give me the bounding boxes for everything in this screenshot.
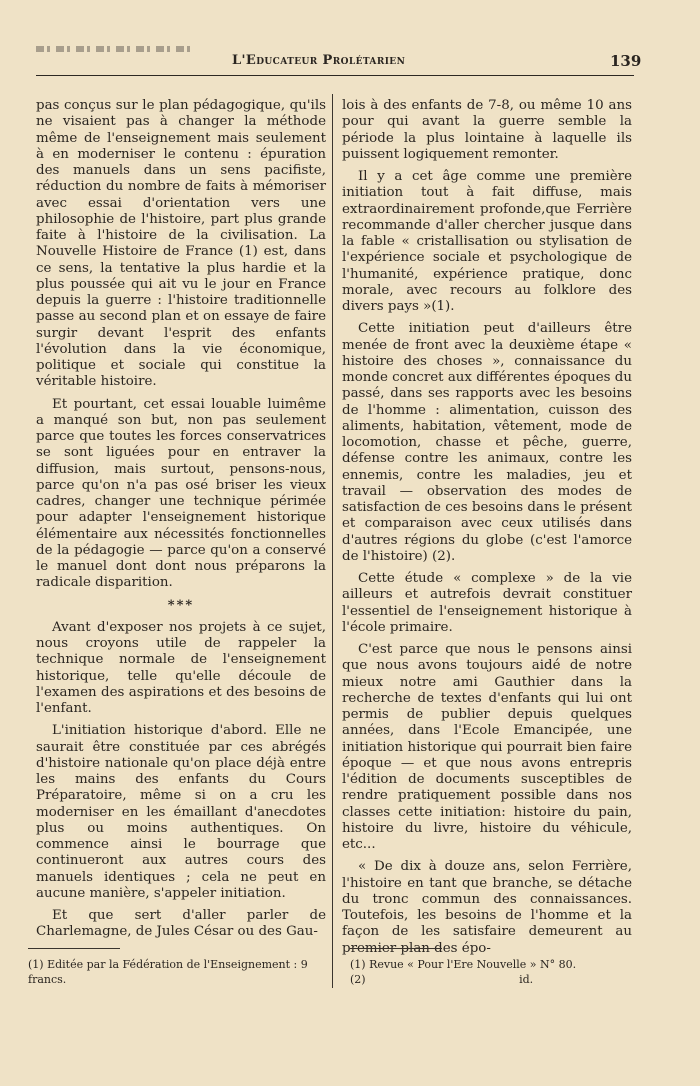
footnote-rule-right [350, 948, 442, 949]
column-divider [332, 94, 333, 988]
footnote-marker: (2) [350, 973, 366, 986]
header-ornament [36, 46, 196, 52]
paragraph: C'est parce que nous le pensons ainsi que nous avons toujours aidé de notre mieux notre ami Gauthier dans la recherche de textes d'enfants qui lui ont permis de publier depuis quelques années, dans l'Ecole Emancipée, une initiation historique qui pourrait bien faire époque — et que nous avons entrepris l'édition de documents susceptibles de rendre pratiquement possible dans nos classes cette initiation: histoire du pain, histoire du livre, histoire du véhicule, etc... [342, 642, 632, 852]
footnote-rule-left [28, 948, 120, 949]
paragraph: Il y a cet âge comme une première initiation tout à fait diffuse, mais extraordinairement profonde,que Ferrière recommande d'aller chercher jusque dans la fable « cristallisation ou stylisation de l'expérience sociale et psychologique de l'humanité, expérience pratique, donc morale, avec recours au folklore des divers pays »(1). [342, 169, 632, 314]
paragraph: L'initiation historique d'abord. Elle ne saurait être constituée par ces abrégés d'histoire nationale qu'on place déjà entre les mains des enfants du Cours Préparatoire, même si on a cru les moderniser en les émaillant d'anecdotes plus ou moins authentiques. On commence ainsi le bourrage que continueront aux autres cours des manuels identiques ; cela ne peut en aucune manière, s'appeler initiation. [36, 723, 326, 901]
footnote-line-2 [350, 972, 642, 987]
footnote-left [28, 957, 320, 987]
running-header-title: L'Educateur Prolétarien [232, 53, 406, 68]
footnote-ibid: id. [519, 973, 534, 986]
footnote-right [350, 957, 642, 987]
paragraph: Cette étude « complexe » de la vie ailleurs et autrefois devrait constituer l'essentiel de l'enseignement historique à l'école primaire. [342, 571, 632, 635]
paragraph: lois à des enfants de 7-8, ou même 10 ans pour qui avant la guerre semble la période la plus lointaine à laquelle ils puissent logiquement remonter. [342, 98, 632, 162]
footnote-text: (1) Editée par la Fédération de l'Enseignement : 9 francs. [28, 958, 308, 986]
paragraph: Et que sert d'aller parler de Charlemagne, de Jules César ou des Gau- [36, 908, 326, 940]
paragraph: « De dix à douze ans, selon Ferrière, l'histoire en tant que branche, se détache du tronc commun des connaissances. Toutefois, les besoins de l'homme et la façon de les satisfaire demeurent au premier plan des épo- [342, 859, 632, 956]
paragraph: Et pourtant, cet essai louable luimême a manqué son but, non pas seulement parce que toutes les forces conservatrices se sont liguées pour en entraver la diffusion, mais surtout, pensons-nous, parce qu'on n'a pas osé briser les vieux cadres, changer une technique périmée pour adapter l'enseignement historique élémentaire aux nécessités fonctionnelles de la pédagogie — parce qu'on a conservé le manuel dont dont nous préparons la radicale disparition. [36, 396, 326, 591]
paragraph: pas conçus sur le plan pédagogique, qu'ils ne visaient pas à changer la méthode même de l'enseignement mais seulement à en moderniser le contenu : épuration des manuels dans un sens pacifiste, réduction du nombre de faits à mémoriser avec essai d'orientation vers une philosophie de l'histoire, part plus grande faite à l'histoire de la civilisation. La Nouvelle Histoire de France (1) est, dans ce sens, la tentative la plus hardie et la plus poussée qui ait vu le jour en France depuis la guerre : l'histoire traditionnelle passe au second plan et on essaye de faire surgir devant l'esprit des enfants l'évolution dans la vie économique, politique et sociale qui constitue la véritable histoire. [36, 98, 326, 390]
paragraph: Cette initiation peut d'ailleurs être menée de front avec la deuxième étape « histoire des choses », connaissance du monde concret aux différentes époques du passé, dans ses rapports avec les besoins de l'homme : alimentation, cuisson des aliments, habitation, vêtement, mode de locomotion, chasse et pêche, guerre, défense contre les animaux, contre les ennemis, contre les maladies, jeu et travail — observation des modes de satisfaction de ces besoins dans le présent et comparaison avec ceux utilisés dans d'autres régions du globe (c'est l'amorce de l'histoire) (2). [342, 321, 632, 564]
header-rule [36, 75, 634, 76]
footnote-text: (1) Revue « Pour l'Ere Nouvelle » N° 80. [350, 958, 577, 971]
section-separator: *** [167, 597, 195, 613]
page-number: 139 [610, 52, 642, 70]
paragraph: Avant d'exposer nos projets à ce sujet, nous croyons utile de rappeler la technique normale de l'enseignement historique, telle qu'elle découle de l'examen des aspirations et des besoins de l'enfant. [36, 619, 326, 716]
left-column [36, 98, 326, 947]
right-column [342, 98, 632, 963]
